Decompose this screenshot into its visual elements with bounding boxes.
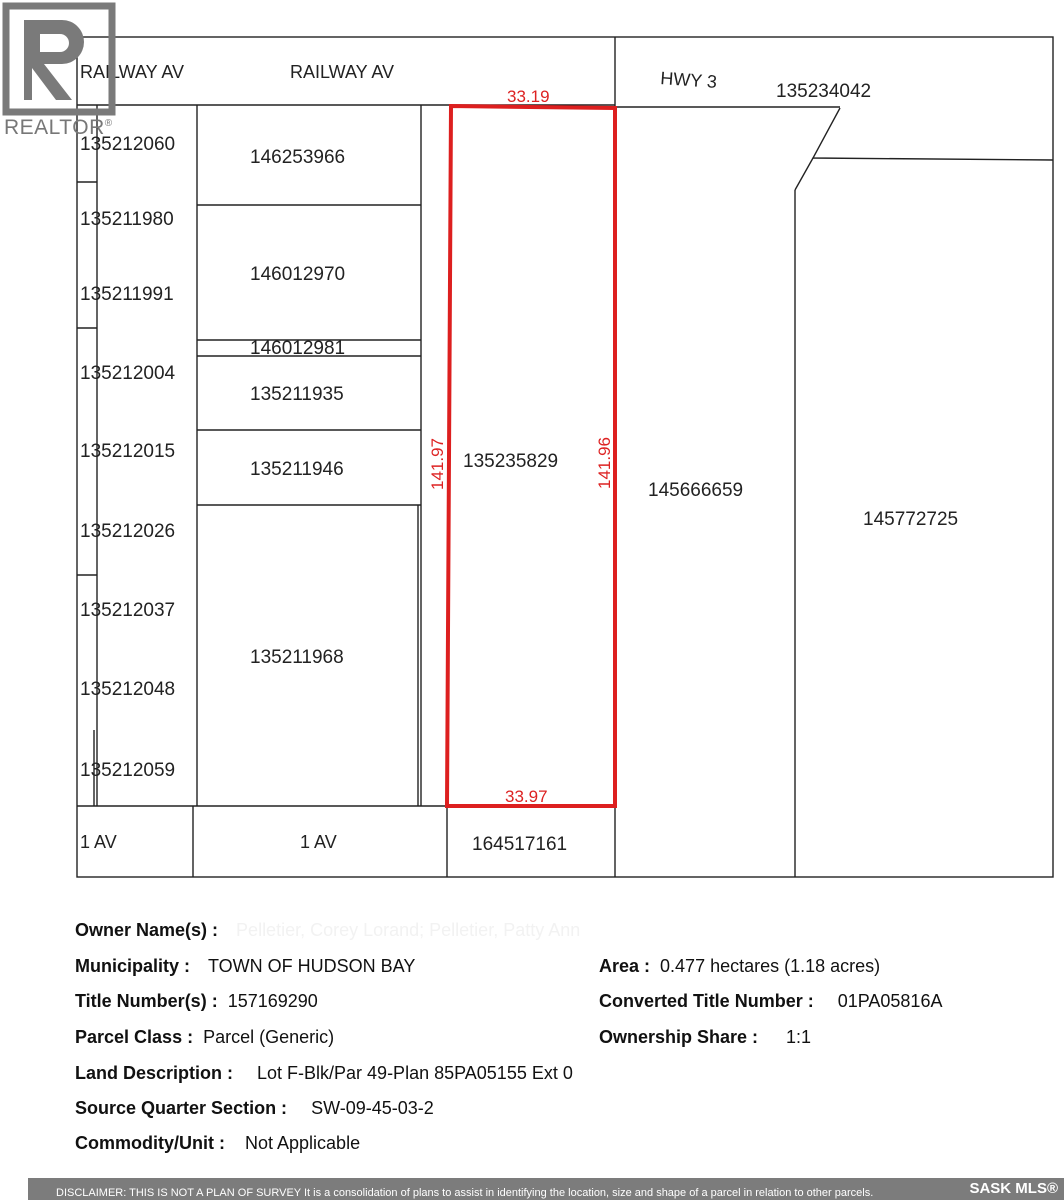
- lot-number: 135211946: [250, 459, 344, 480]
- parcel-class-value: Parcel (Generic): [203, 1027, 335, 1047]
- lot-number: 164517161: [472, 834, 568, 855]
- title-label: Title Number(s) :: [75, 991, 218, 1011]
- lot-boundary: [795, 158, 813, 190]
- lot-number: 146253966: [250, 147, 346, 168]
- realtor-r-logo-icon: [0, 0, 116, 116]
- lot-number: 135212059: [80, 760, 176, 781]
- area-value: 0.477 hectares (1.18 acres): [660, 956, 881, 976]
- land-description-label: Land Description :: [75, 1063, 234, 1083]
- lot-number: 146012970: [250, 264, 346, 285]
- realtor-text: REALTOR: [4, 116, 105, 139]
- parcel-class-label: Parcel Class :: [75, 1027, 194, 1047]
- disclaimer-bar: [28, 1178, 1064, 1200]
- converted-title-label: Converted Title Number :: [599, 991, 814, 1011]
- source-quarter-row: [75, 1098, 434, 1122]
- street-label-railway-mid: RAILWAY AV: [290, 62, 395, 82]
- converted-title-row: [599, 991, 942, 1012]
- lot-number: 135212048: [80, 679, 176, 700]
- dimension-bottom: 33.97: [505, 787, 548, 806]
- street-label-railway-left: RAILWAY AV: [80, 62, 185, 82]
- title-value: 157169290: [227, 991, 318, 1011]
- lot-number: 146012981: [250, 338, 346, 359]
- lot-number: 135211968: [250, 647, 344, 668]
- lot-number: 135212015: [80, 441, 176, 462]
- commodity-row: [75, 1133, 360, 1157]
- owner-value: Pelletier, Corey Lorand; Pelletier, Patty Ann: [236, 920, 581, 940]
- lot-number: 135212004: [80, 363, 176, 384]
- ownership-share-row: [599, 1027, 811, 1048]
- disclaimer-text: DISCLAIMER: THIS IS NOT A PLAN OF SURVEY It is a consolidation of plans to assist in identifying the location, size and shape of a parcel in relation to other parcels.: [56, 1187, 874, 1199]
- registered-mark: ®: [104, 118, 113, 129]
- municipality-label: Municipality :: [75, 956, 191, 976]
- street-label-hwy: HWY 3: [659, 68, 718, 92]
- lot-number: 135212026: [80, 521, 176, 542]
- lot-number: 135234042: [776, 81, 872, 102]
- parcel-class-row: [75, 1027, 334, 1051]
- area-row: [599, 956, 880, 977]
- commodity-value: Not Applicable: [245, 1133, 361, 1153]
- title-row: [75, 991, 318, 1015]
- street-label-ave-mid: 1 AV: [300, 832, 337, 852]
- commodity-label: Commodity/Unit :: [75, 1133, 225, 1153]
- owner-label: Owner Name(s) :: [75, 920, 219, 940]
- owner-row: [75, 920, 580, 944]
- source-quarter-label: Source Quarter Section :: [75, 1098, 288, 1118]
- lot-number: 145666659: [648, 480, 744, 501]
- dimension-left: 141.97: [428, 438, 447, 490]
- dimension-top: 33.19: [507, 87, 550, 106]
- lot-number: 135212060: [80, 134, 176, 155]
- converted-title-value: 01PA05816A: [837, 991, 943, 1011]
- street-label-ave-left: 1 AV: [80, 832, 117, 852]
- lot-number: 135212037: [80, 600, 176, 621]
- ownership-share-value: 1:1: [786, 1027, 812, 1047]
- dimension-right: 141.96: [595, 437, 614, 489]
- municipality-row: [75, 956, 415, 980]
- source-quarter-value: SW-09-45-03-2: [311, 1098, 434, 1118]
- lot-number: 135211980: [80, 209, 174, 230]
- lot-number: 135211935: [250, 384, 344, 405]
- sask-mls-logo: SASK MLS®: [969, 1180, 1058, 1197]
- land-description-row: [75, 1063, 573, 1087]
- map-frame: [77, 37, 1053, 877]
- realtor-logo: [0, 0, 126, 142]
- land-description-value: Lot F-Blk/Par 49-Plan 85PA05155 Ext 0: [257, 1063, 573, 1083]
- municipality-value: TOWN OF HUDSON BAY: [208, 956, 416, 976]
- area-label: Area :: [599, 956, 651, 976]
- realtor-wordmark: [4, 116, 113, 140]
- lot-number: 135211991: [80, 284, 174, 305]
- subject-lot-number: 135235829: [463, 451, 559, 472]
- hwy-curve: [813, 108, 1053, 160]
- lot-number: 145772725: [863, 509, 959, 530]
- ownership-share-label: Ownership Share :: [599, 1027, 759, 1047]
